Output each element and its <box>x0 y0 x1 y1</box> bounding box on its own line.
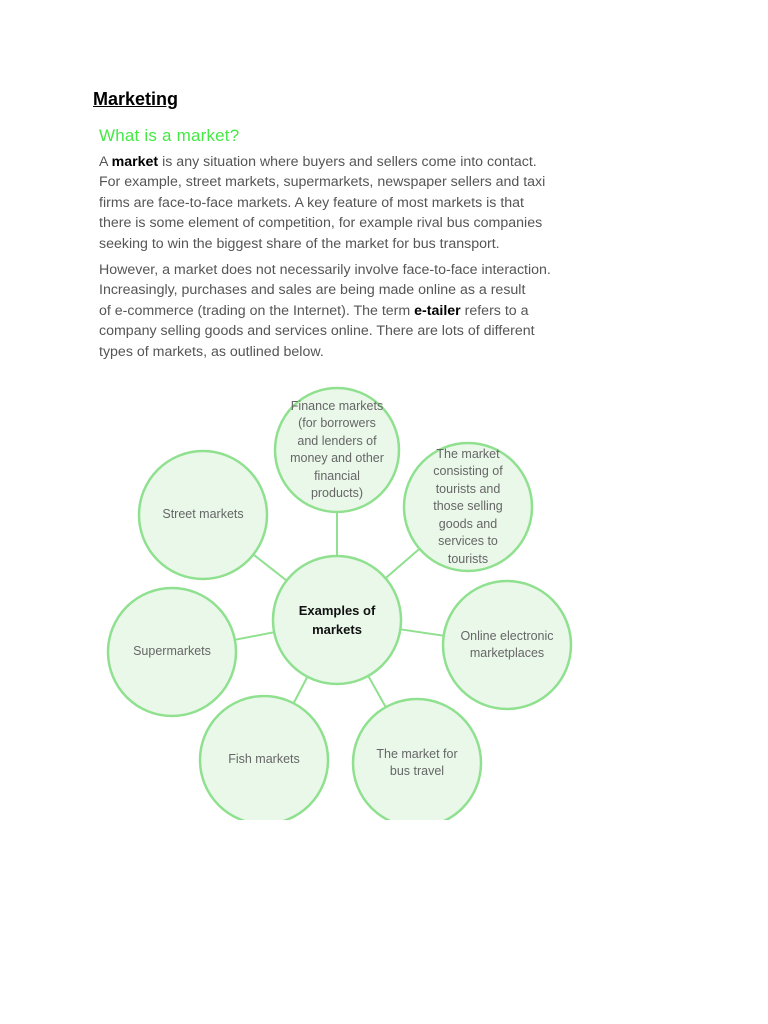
paragraph-line <box>99 213 569 233</box>
line-text: For example, street markets, supermarkets, newspaper sellers and taxi <box>99 174 546 191</box>
center-node-label <box>284 556 390 684</box>
node-label-tourists-text: The market consisting of tourists and those selling goods and services to tourists <box>433 446 503 566</box>
page-heading: Marketing <box>93 89 179 109</box>
line-text: A <box>99 154 112 170</box>
node-label-tourists <box>411 443 525 571</box>
connector-online <box>400 629 443 635</box>
paragraph-line <box>99 172 569 192</box>
line-text: firms are face-to-face markets. A key feature of most markets is that <box>99 194 524 211</box>
paragraph-line <box>99 152 569 172</box>
line-text: However, a market does not necessarily involve face-to-face interaction. <box>99 262 551 278</box>
node-label-supermarkets <box>115 588 229 716</box>
section-subheading: What is a market? <box>99 126 240 145</box>
node-label-supermarkets-text: Supermarkets <box>133 644 211 659</box>
paragraph-line <box>99 321 569 341</box>
paragraph-line <box>99 234 569 254</box>
paragraph-line <box>99 280 569 300</box>
line-text: of e-commerce (trading on the Internet). The term <box>99 302 415 319</box>
key-term: e-tailer <box>414 302 461 319</box>
line-text: seeking to win the biggest share of the market for bus transport. <box>99 235 500 252</box>
node-label-bus-text: The market for bus travel <box>376 746 458 778</box>
paragraph-line <box>99 260 569 280</box>
node-label-online-text: Online electronic marketplaces <box>460 628 554 660</box>
line-text: Increasingly, purchases and sales are being made online as a result <box>99 282 526 299</box>
node-label-finance <box>282 388 392 512</box>
node-label-fish-text: Fish markets <box>228 752 300 767</box>
node-label-street-text: Street markets <box>162 507 244 522</box>
market-types-diagram <box>0 380 768 820</box>
paragraph-line <box>99 193 569 213</box>
paragraph-line <box>99 301 569 321</box>
connector-supermarkets <box>235 632 274 640</box>
paragraph-ecommerce <box>99 260 569 362</box>
line-text: there is some element of competition, for example rival bus companies <box>99 215 543 232</box>
line-text: refers to a <box>460 302 529 319</box>
paragraph-line <box>99 342 569 362</box>
node-label-bus <box>360 699 474 827</box>
node-label-online <box>450 581 564 709</box>
node-label-street <box>146 451 260 579</box>
center-node-label-text: Examples of markets <box>298 603 376 637</box>
paragraph-market-definition <box>99 152 569 254</box>
line-text: types of markets, as outlined below. <box>99 343 324 360</box>
key-term: market <box>111 154 159 170</box>
line-text: company selling goods and services online. There are lots of different <box>99 323 535 340</box>
line-text: is any situation where buyers and sellers come into contact. <box>158 154 537 170</box>
node-label-finance-text: Finance markets (for borrowers and lenders of money and other financial products) <box>290 398 384 500</box>
